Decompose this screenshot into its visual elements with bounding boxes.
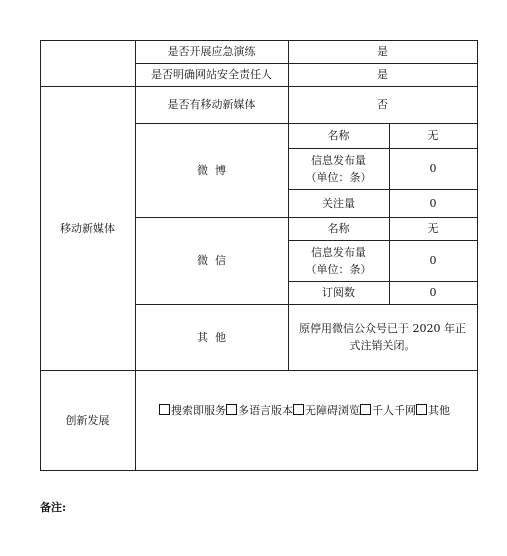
wechat-posts-value: 0: [429, 254, 437, 267]
innovation-label: 创新发展: [65, 413, 110, 427]
security-person-label: 是否明确网站安全责任人: [151, 68, 272, 81]
innovation-option-label: 无障碍浏览: [305, 403, 360, 417]
wechat-subscribers-label: 订阅数: [322, 286, 355, 299]
mobile-media-section-label: 移动新媒体: [60, 221, 115, 235]
weibo-followers-label: 关注量: [322, 196, 355, 210]
checkbox-icon[interactable]: [416, 404, 427, 415]
other-value-line2: 式注销关闭。: [349, 339, 416, 352]
checkbox-icon[interactable]: [293, 404, 304, 415]
wechat-posts-label-line2: （单位：条）: [305, 262, 372, 276]
innovation-options: [135, 370, 477, 450]
innovation-option[interactable]: [416, 402, 450, 419]
has-media-value: 否: [377, 98, 388, 111]
wechat-posts-label-line1: 信息发布量: [311, 245, 366, 259]
weibo-posts-label-line1: 信息发布量: [311, 153, 366, 167]
weibo-label: 微 博: [197, 163, 226, 177]
weibo-name-label: 名称: [327, 129, 350, 142]
weibo-followers-value: 0: [429, 196, 437, 210]
emergency-drill-label: 是否开展应急演练: [167, 45, 256, 58]
table-border-right: [477, 40, 478, 471]
report-table: [40, 40, 477, 471]
weibo-name-value: 无: [427, 129, 439, 142]
checkbox-icon[interactable]: [360, 404, 371, 415]
innovation-option-label: 其他: [428, 403, 450, 417]
innovation-option[interactable]: [293, 402, 360, 419]
wechat-name-label: 名称: [327, 222, 350, 235]
innovation-option[interactable]: [159, 402, 226, 419]
table-border-bottom: [40, 470, 478, 471]
checkbox-icon[interactable]: [159, 404, 170, 415]
innovation-option-label: 千人千网: [372, 403, 416, 417]
wechat-name-value: 无: [427, 222, 439, 235]
innovation-option[interactable]: [360, 402, 416, 419]
other-value-line1: 原停用微信公众号已于 2020 年正: [299, 322, 466, 335]
emergency-drill-value: 是: [377, 45, 388, 58]
weibo-posts-value: 0: [429, 162, 437, 175]
innovation-option[interactable]: [226, 402, 293, 419]
wechat-label: 微 信: [197, 254, 226, 267]
security-person-value: 是: [377, 68, 388, 81]
innovation-option-label: 多语言版本: [238, 403, 293, 417]
innovation-option-label: 搜索即服务: [171, 403, 226, 417]
note-label: 备注:: [40, 501, 67, 514]
wechat-subscribers-value: 0: [429, 286, 437, 299]
wechat-posts-label: [288, 240, 389, 281]
checkbox-icon[interactable]: [226, 404, 237, 415]
other-value: [288, 304, 477, 370]
has-media-label: 是否有移动新媒体: [167, 98, 256, 111]
weibo-posts-label-line2: （单位：条）: [305, 170, 372, 184]
other-label: 其 他: [197, 330, 226, 344]
weibo-posts-label: [288, 148, 389, 189]
